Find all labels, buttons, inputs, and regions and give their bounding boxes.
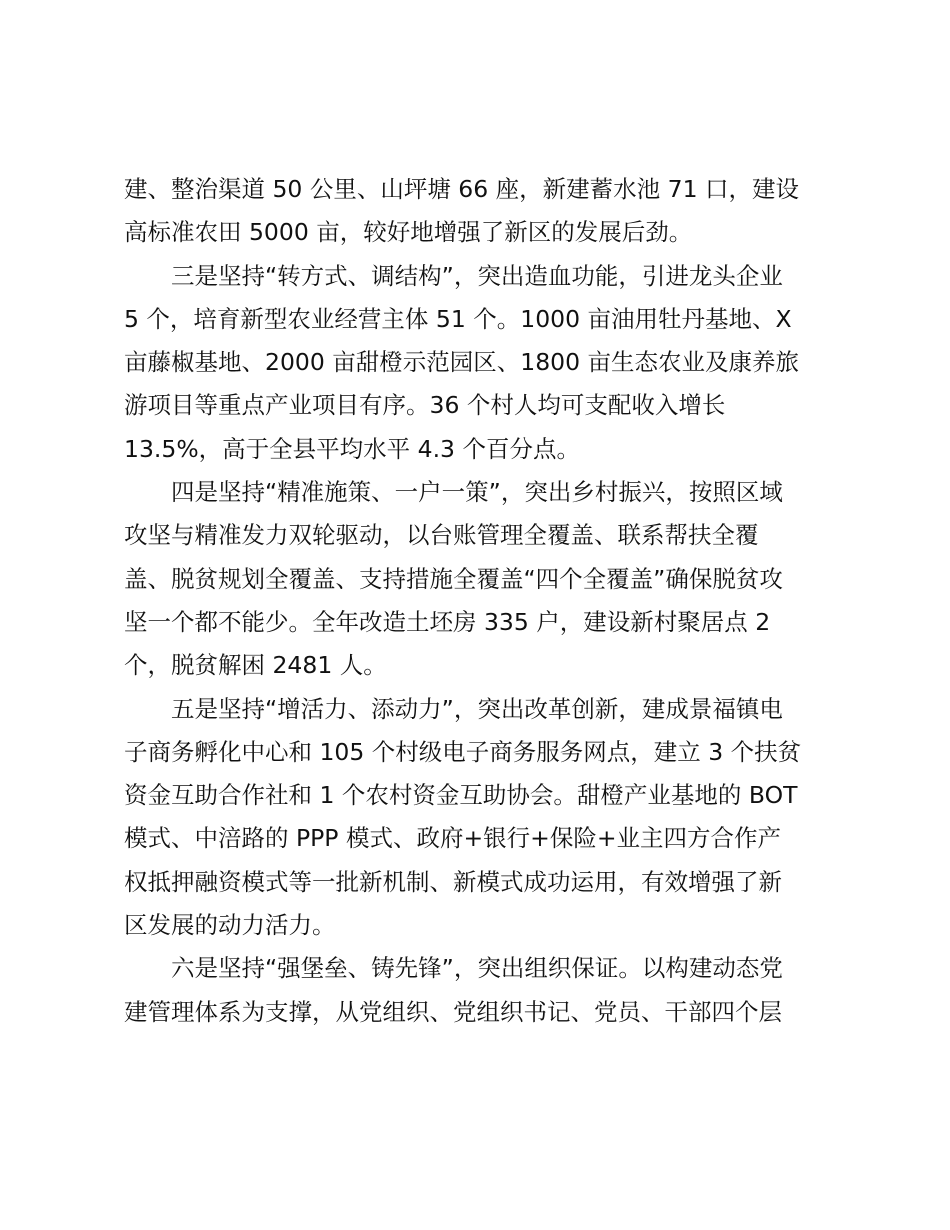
- text-line: 资金互助合作社和 1 个农村资金互助协会。甜橙产业基地的 BOT: [124, 781, 798, 810]
- paragraph-first-line: 三是坚持“转方式、调结构”，突出造血功能，引进龙头企业: [171, 261, 783, 290]
- document-body: [124, 168, 840, 1034]
- text-line: 坚一个都不能少。全年改造土坯房 335 户，建设新村聚居点 2: [124, 607, 771, 636]
- paragraph-first-line: 六是坚持“强堡垒、铸先锋”，突出组织保证。以构建动态党: [171, 954, 783, 983]
- text-line: 攻坚与精准发力双轮驱动，以台账管理全覆盖、联系帮扶全覆: [124, 521, 759, 550]
- paragraph-first-line: 五是坚持“增活力、添动力”，突出改革创新，建成景福镇电: [171, 694, 783, 723]
- text-line: 建、整治渠道 50 公里、山坪塘 66 座，新建蓄水池 71 口，建设: [124, 175, 800, 203]
- text-line: 区发展的动力活力。: [124, 911, 336, 940]
- text-line: 13.5%，高于全县平均水平 4.3 个百分点。: [124, 434, 580, 463]
- text-line: 亩藤椒基地、2000 亩甜橙示范园区、1800 亩生态农业及康养旅: [124, 348, 800, 377]
- text-line: 权抵押融资模式等一批新机制、新模式成功运用，有效增强了新: [124, 867, 782, 896]
- text-line: 模式、中涪路的 PPP 模式、政府+银行+保险+业主四方合作产: [124, 824, 782, 853]
- text-line: 子商务孵化中心和 105 个村级电子商务服务网点，建立 3 个扶贫: [124, 737, 802, 766]
- text-line: 建管理体系为支撑，从党组织、党组织书记、党员、干部四个层: [124, 997, 782, 1026]
- text-line: 盖、脱贫规划全覆盖、支持措施全覆盖“四个全覆盖”确保脱贫攻: [124, 564, 783, 593]
- paragraph-first-line: 四是坚持“精准施策、一户一策”，突出乡村振兴，按照区域: [171, 478, 783, 507]
- text-line: 个，脱贫解困 2481 人。: [124, 651, 387, 680]
- text-line: 游项目等重点产业项目有序。36 个村人均可支配收入增长: [124, 391, 726, 420]
- text-line: 5 个，培育新型农业经营主体 51 个。1000 亩油用牡丹基地、X: [124, 304, 792, 333]
- text-line: 高标准农田 5000 亩，较好地增强了新区的发展后劲。: [124, 218, 693, 247]
